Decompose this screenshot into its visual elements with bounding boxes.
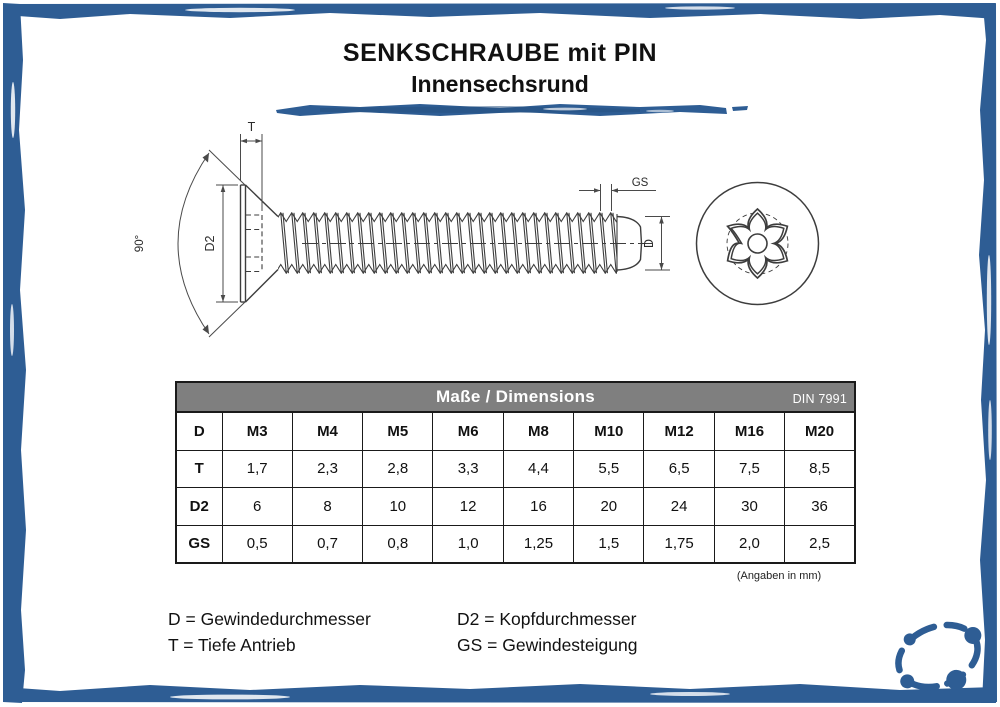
cell: 10 [363,488,433,526]
cell: 2,8 [363,450,433,488]
cell: 20 [574,488,644,526]
cell: 0,8 [363,525,433,563]
cell: M10 [574,412,644,450]
table-row-t [176,450,855,488]
cell: 16 [503,488,573,526]
cell: 6,5 [644,450,714,488]
cell: M3 [222,412,292,450]
table-row-d [176,412,855,450]
dimensions-table [175,381,856,564]
pin-circle [748,234,767,253]
cell: 12 [433,488,503,526]
legend-item-d2: D2 = Kopfdurchmesser [457,609,637,629]
page-title [0,38,1000,100]
legend-item-t: T = Tiefe Antrieb [168,635,296,655]
cell: 1,0 [433,525,503,563]
title-line-2: Innensechsrund [411,71,589,97]
cell: M20 [785,412,855,450]
cell: M12 [644,412,714,450]
table-header-bar [175,381,856,411]
cell: 1,75 [644,525,714,563]
dim-label-d2: D2 [203,235,217,252]
cell: 0,5 [222,525,292,563]
legend-item-d: D = Gewindedurchmesser [168,609,371,629]
cell: M4 [292,412,362,450]
dim-label-t: T [247,120,256,134]
table-row-gs [176,525,855,563]
cell: 8 [292,488,362,526]
legend-item-gs: GS = Gewindesteigung [457,635,638,655]
dimensions-grid [175,411,856,564]
cell: 1,5 [574,525,644,563]
row-label: D [176,412,222,450]
row-label: GS [176,525,222,563]
cell: 24 [644,488,714,526]
cell: 1,7 [222,450,292,488]
cell: 2,3 [292,450,362,488]
cell: M8 [503,412,573,450]
row-label: T [176,450,222,488]
cell: 30 [714,488,784,526]
cell: 1,25 [503,525,573,563]
cell: 2,5 [785,525,855,563]
cell: 4,4 [503,450,573,488]
cell: 7,5 [714,450,784,488]
cell: M6 [433,412,503,450]
row-label: D2 [176,488,222,526]
legend-left-column [168,606,371,658]
cell: 6 [222,488,292,526]
title-line-1: SENKSCHRAUBE mit PIN [342,39,658,67]
legend-right-column [457,606,637,658]
title-underline-brush [276,104,748,116]
cell: 36 [785,488,855,526]
dim-label-gs: GS [631,177,649,189]
table-title: Maße / Dimensions [435,387,596,406]
table-row-d2 [176,488,855,526]
dim-label-angle: 90° [134,234,146,253]
cell: 8,5 [785,450,855,488]
cell: M16 [714,412,784,450]
cell: 5,5 [574,450,644,488]
din-standard-label: DIN 7991 [792,392,847,406]
units-note: (Angaben in mm) [736,570,822,582]
cell: 0,7 [292,525,362,563]
screw-front-view [697,183,819,305]
screw-side-view [241,185,653,302]
cell: 2,0 [714,525,784,563]
dim-label-d: D [642,238,656,249]
cell: M5 [363,412,433,450]
cell: 3,3 [433,450,503,488]
